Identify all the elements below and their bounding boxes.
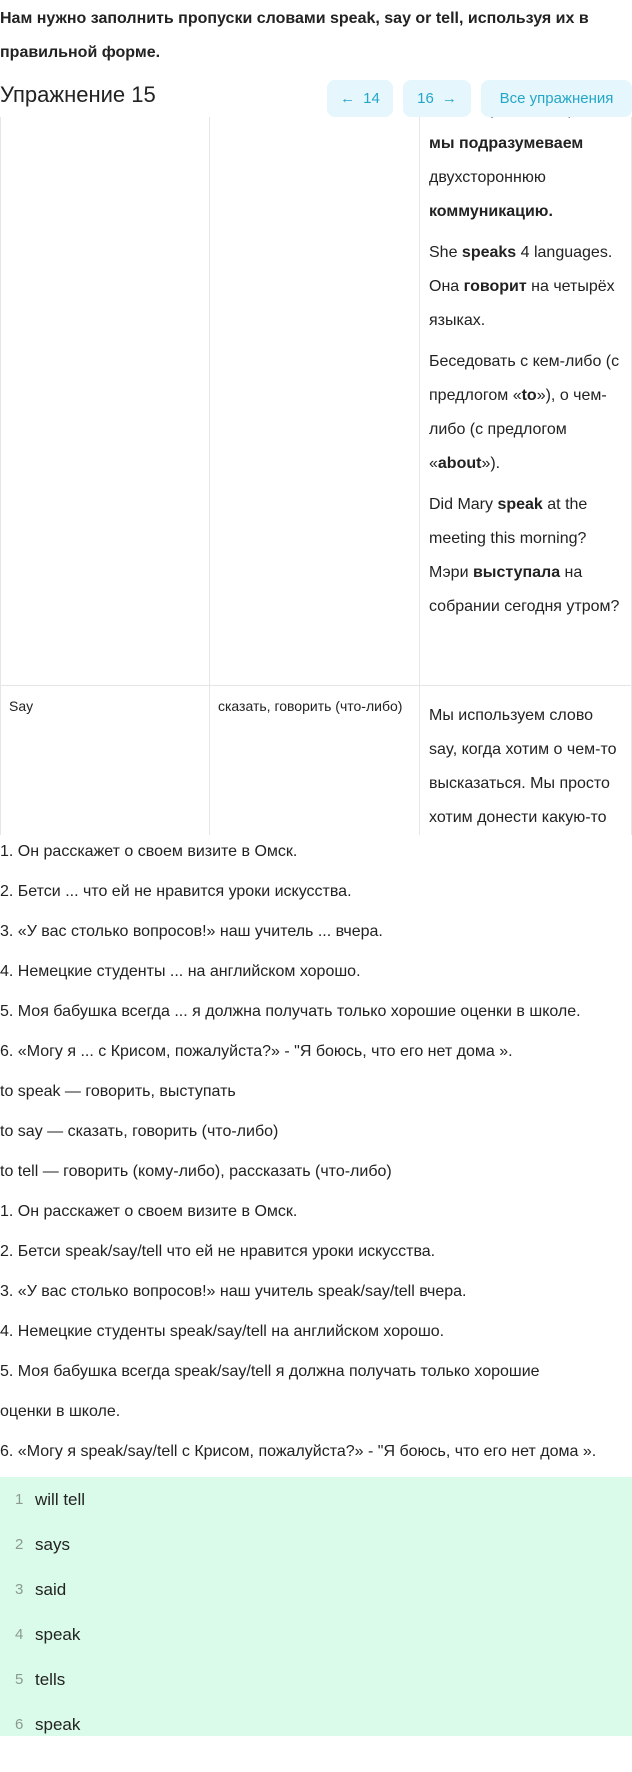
answer-number: 3 [15, 1581, 24, 1598]
text [429, 117, 607, 118]
next-label: 16 [417, 90, 434, 107]
explanation-cell [420, 117, 632, 685]
answers-block [0, 1477, 632, 1736]
answer-number: 6 [15, 1716, 24, 1733]
translation-cell: сказать, говорить (что-либо) [210, 686, 420, 835]
task-description: Нам нужно заполнить пропуски словами speak, say or tell, используя их в правильной форме. [0, 10, 589, 61]
words-table [0, 117, 632, 835]
text: Did Mary [429, 496, 498, 513]
list-line: 6. «Могу я speak/say/tell с Крисом, пожалуйста?» - "Я боюсь, что его нет дома ». [0, 1443, 597, 1460]
prev-label: 14 [363, 90, 380, 107]
text: »), о чем-либо (с предлогом « [429, 387, 607, 472]
all-label: Все упражнения [499, 90, 614, 107]
list-line: 2. Бетси speak/say/tell что ей не нравится уроки искусства. [0, 1243, 436, 1260]
table-body [1, 117, 631, 835]
text: Беседовать с кем-либо (с предлогом « [429, 353, 620, 404]
explanation-paragraph [420, 345, 632, 481]
list-line: to say — сказать, говорить (что-либо) [0, 1123, 279, 1140]
answer-item [0, 1522, 632, 1567]
highlight-word: выступала [472, 564, 561, 581]
answer-item [0, 1657, 632, 1702]
highlight-word: about [437, 455, 482, 472]
list-line: оценки в школе. [0, 1403, 121, 1420]
text: »). [481, 455, 501, 472]
translation-cell [210, 117, 420, 685]
arrow-left-icon: ← [340, 90, 356, 107]
list-line: 1. Он расскажет о своем визите в Омск. [0, 843, 298, 860]
highlight-word: говорит [463, 278, 527, 295]
text: двухстороннюю [429, 169, 546, 186]
exercise-text [0, 832, 632, 1472]
highlight-word: мы подразумеваем [429, 135, 584, 152]
list-line: 5. Моя бабушка всегда ... я должна получать только хорошие оценки в школе. [0, 1003, 581, 1020]
list-line: 4. Немецкие студенты speak/say/tell на английском хорошо. [0, 1323, 445, 1340]
answer-item [0, 1477, 632, 1522]
explanation-cell [420, 686, 632, 835]
answer-number: 4 [15, 1626, 24, 1643]
explanation-paragraph [420, 117, 632, 229]
text: на собрании сегодня утром? [429, 564, 620, 615]
text: at the meeting this morning? Мэри [429, 496, 588, 581]
answer-text: speak [35, 1624, 81, 1644]
explanation-paragraph [420, 236, 632, 338]
prev-exercise-button[interactable] [327, 80, 393, 117]
highlight-word: speaks [461, 244, 517, 261]
list-line: to tell — говорить (кому-либо), рассказать (что-либо) [0, 1163, 392, 1180]
answer-text: said [35, 1579, 67, 1599]
answer-text: tells [35, 1669, 66, 1689]
explanation-paragraph [420, 488, 632, 624]
next-exercise-button[interactable] [403, 80, 471, 117]
answer-item [0, 1702, 632, 1747]
answer-number: 2 [15, 1536, 24, 1553]
word-cell: Say [1, 686, 210, 835]
text: 4 languages. Она [429, 244, 613, 295]
answer-number: 1 [15, 1491, 24, 1508]
list-line: 5. Моя бабушка всегда speak/say/tell я должна получать только хорошие [0, 1363, 540, 1380]
list-line: 3. «У вас столько вопросов!» наш учитель speak/say/tell вчера. [0, 1283, 467, 1300]
answer-number: 5 [15, 1671, 24, 1688]
word-cell [1, 117, 210, 685]
answer-item [0, 1612, 632, 1657]
text: на четырёх языках. [429, 278, 615, 329]
all-exercises-button[interactable] [481, 80, 632, 117]
list-line: 6. «Могу я ... с Крисом, пожалуйста?» - "Я боюсь, что его нет дома ». [0, 1043, 513, 1060]
list-line: to speak — говорить, выступать [0, 1083, 236, 1100]
page-title: Упражнение 15 [0, 82, 156, 107]
table-row-say [1, 686, 632, 835]
answer-text: speak [35, 1714, 81, 1734]
answer-text: says [35, 1534, 70, 1554]
highlight-word: speak [497, 496, 543, 513]
list-line: 3. «У вас столько вопросов!» наш учитель ... вчера. [0, 923, 383, 940]
explanation-text: Мы используем слово say, когда хотим о чем-то высказаться. Мы просто хотим донести какую-то [429, 707, 617, 826]
arrow-right-icon: → [441, 90, 457, 107]
list-line: 1. Он расскажет о своем визите в Омск. [0, 1203, 298, 1220]
highlight-word: коммуникацию. [429, 203, 553, 220]
list-line: 4. Немецкие студенты ... на английском хорошо. [0, 963, 361, 980]
list-line: 2. Бетси ... что ей не нравится уроки искусства. [0, 883, 352, 900]
table-row-speak [1, 117, 632, 686]
answer-item [0, 1567, 632, 1612]
text: She [429, 244, 462, 261]
highlight-word: to [521, 387, 537, 404]
answer-text: will tell [35, 1489, 86, 1509]
